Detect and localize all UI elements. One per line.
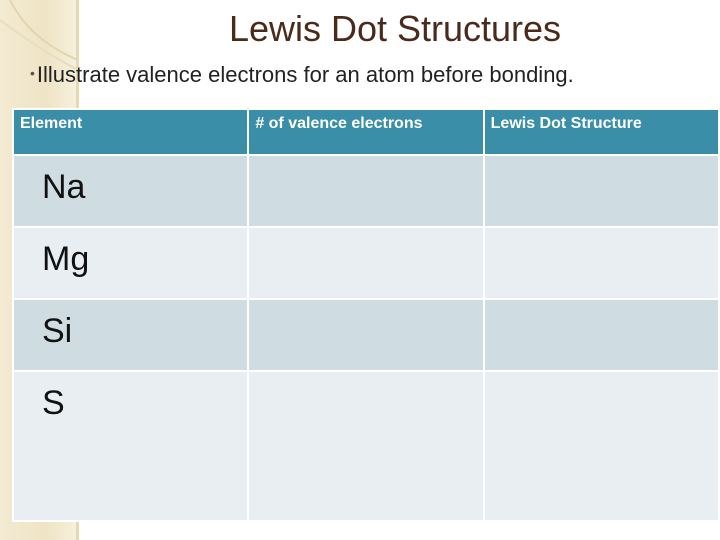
- element-cell: Mg: [13, 227, 248, 299]
- element-cell: Si: [13, 299, 248, 371]
- bullet-icon: •: [30, 65, 35, 81]
- slide-title: Lewis Dot Structures: [228, 8, 562, 49]
- header-lewis-dot-structure: Lewis Dot Structure: [484, 109, 719, 155]
- table-row: [13, 155, 719, 227]
- bullet-text: Illustrate valence electrons for an atom before bonding.: [36, 62, 574, 87]
- structure-cell[interactable]: [484, 371, 719, 521]
- valence-cell[interactable]: [248, 299, 483, 371]
- table-row: [13, 299, 719, 371]
- element-cell: Na: [13, 155, 248, 227]
- header-element: Element: [13, 109, 248, 155]
- table-header-row: [13, 109, 719, 155]
- valence-cell[interactable]: [248, 155, 483, 227]
- decorative-swoosh: [0, 0, 90, 120]
- valence-cell[interactable]: [248, 227, 483, 299]
- structure-cell[interactable]: [484, 299, 719, 371]
- element-table: [12, 108, 720, 522]
- header-valence-electrons: # of valence electrons: [248, 109, 483, 155]
- bullet-point: [30, 62, 574, 88]
- structure-cell[interactable]: [484, 155, 719, 227]
- table-row: [13, 227, 719, 299]
- table-row: [13, 371, 719, 521]
- element-cell: S: [13, 371, 248, 521]
- valence-cell[interactable]: [248, 371, 483, 521]
- structure-cell[interactable]: [484, 227, 719, 299]
